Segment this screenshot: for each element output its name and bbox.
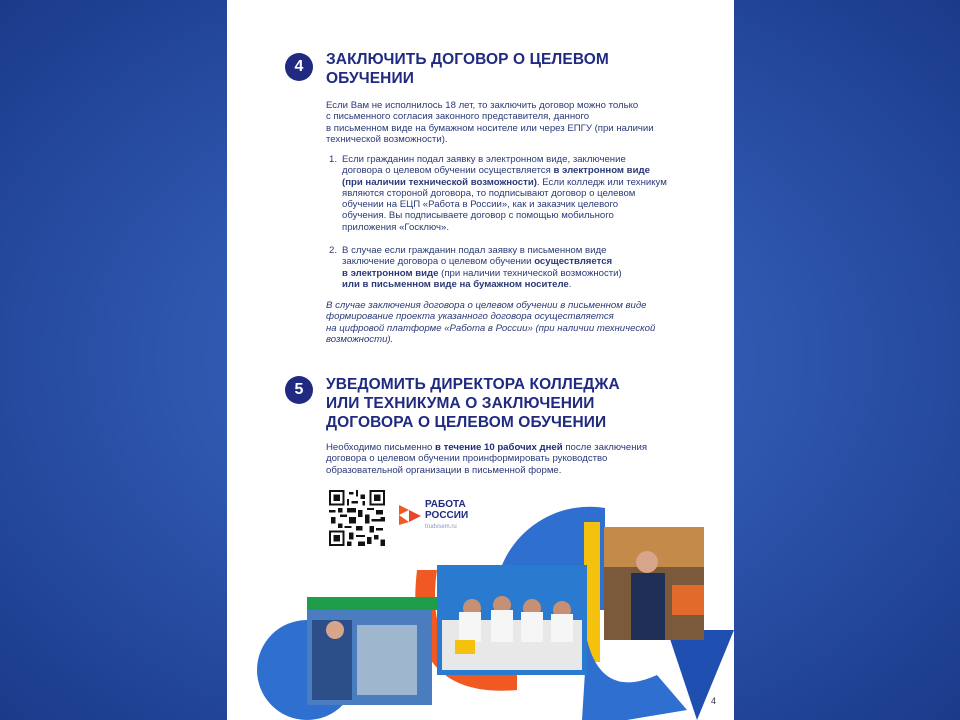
decor-green-band: [307, 597, 449, 610]
section-5-text-part: после заключения: [562, 442, 648, 453]
list-item-line: В случае если гражданин подал заявку в письменном виде: [342, 245, 607, 256]
intro-line: в письменном виде на бумажном носителе или через ЕПГУ (при наличии: [326, 122, 654, 134]
list-item-number: 1.: [329, 154, 338, 165]
note-line: В случае заключения договора о целевом обучении в письменном виде: [326, 300, 647, 311]
section-4-title-line-2: ОБУЧЕНИИ: [326, 70, 414, 87]
section-4-title-line-1: ЗАКЛЮЧИТЬ ДОГОВОР О ЦЕЛЕВОМ: [326, 51, 609, 68]
list-item-emphasis: или в письменном виде на бумажном носителе: [342, 278, 569, 290]
logo-line-1: РАБОТА: [425, 499, 466, 510]
list-item-line: [342, 256, 722, 267]
list-item-text: . Если колледж или техникум: [536, 176, 667, 188]
list-item-1: [329, 154, 722, 233]
intro-line: Если Вам не исполнилось 18 лет, то заключить договор можно только: [326, 100, 639, 111]
section-5-text-part: Необходимо письменно: [326, 442, 436, 453]
section-4-intro: [326, 100, 654, 145]
list-item-text: заключение договора о целевом обучении: [342, 256, 535, 268]
step-number-5: 5: [285, 376, 313, 404]
list-item-emphasis: в электронном виде: [342, 267, 439, 279]
document-page: [227, 0, 734, 720]
list-item-line: обучения. Вы подписываете договор с помощью мобильного: [342, 210, 614, 222]
section-5-line: договора о целевом обучении проинформировать руководство: [326, 453, 608, 465]
list-item-emphasis: в электронном виде: [553, 165, 650, 177]
logo-site: trudvsem.ru: [425, 524, 457, 530]
list-item-line: приложения «Госключ».: [342, 221, 450, 233]
section-5-heading: [326, 375, 620, 432]
list-item-line: [342, 165, 722, 176]
intro-line: технической возможности).: [326, 133, 448, 145]
section-5-text: [326, 442, 647, 476]
photo-collage: [227, 500, 734, 720]
note-line: возможности).: [326, 333, 394, 345]
section-5-title-line-1: УВЕДОМИТЬ ДИРЕКТОРА КОЛЛЕДЖА: [326, 376, 620, 393]
logo-line-2: РОССИИ: [425, 510, 469, 521]
list-item-text: (при наличии технической возможности): [438, 267, 622, 279]
section-4-note: [326, 300, 655, 345]
page-number: 4: [710, 696, 716, 706]
section-5-line: образовательной организации в письменной форме.: [326, 464, 562, 476]
section-5-line: [326, 442, 647, 453]
intro-line: с письменного согласия законного представителя, данного: [326, 111, 590, 123]
list-item-number: 2.: [329, 245, 338, 256]
section-5-emphasis: в течение 10 рабочих дней: [435, 442, 563, 453]
list-item-line: обучении на ЕЦП «Работа в России», как и заказчик целевого: [342, 199, 619, 211]
step-number-4: 4: [285, 53, 313, 81]
list-item-emphasis: (при наличии технической возможности): [342, 176, 537, 188]
list-item-line: [342, 177, 722, 188]
list-item-line: являются стороной договора, то подписывают договор о целевом: [342, 187, 636, 199]
section-5-title-line-2: ИЛИ ТЕХНИКУМА О ЗАКЛЮЧЕНИИ: [326, 395, 595, 412]
note-line: на цифровой платформе «Работа в России» (при наличии технической: [326, 322, 656, 334]
list-item-text: .: [568, 278, 572, 290]
list-item-text: договора о целевом обучении осуществляется: [342, 165, 554, 177]
list-item-2: [329, 245, 722, 290]
section-5-title-line-3: ДОГОВОРА О ЦЕЛЕВОМ ОБУЧЕНИИ: [326, 414, 607, 431]
section-4-heading: [326, 50, 609, 88]
list-item-line: [342, 268, 722, 279]
list-item-line: Если гражданин подал заявку в электронном виде, заключение: [342, 154, 626, 165]
list-item-line: [342, 279, 722, 290]
note-line: формирование проекта указанного договора осуществляется: [326, 311, 614, 323]
list-item-emphasis: осуществляется: [534, 256, 613, 268]
